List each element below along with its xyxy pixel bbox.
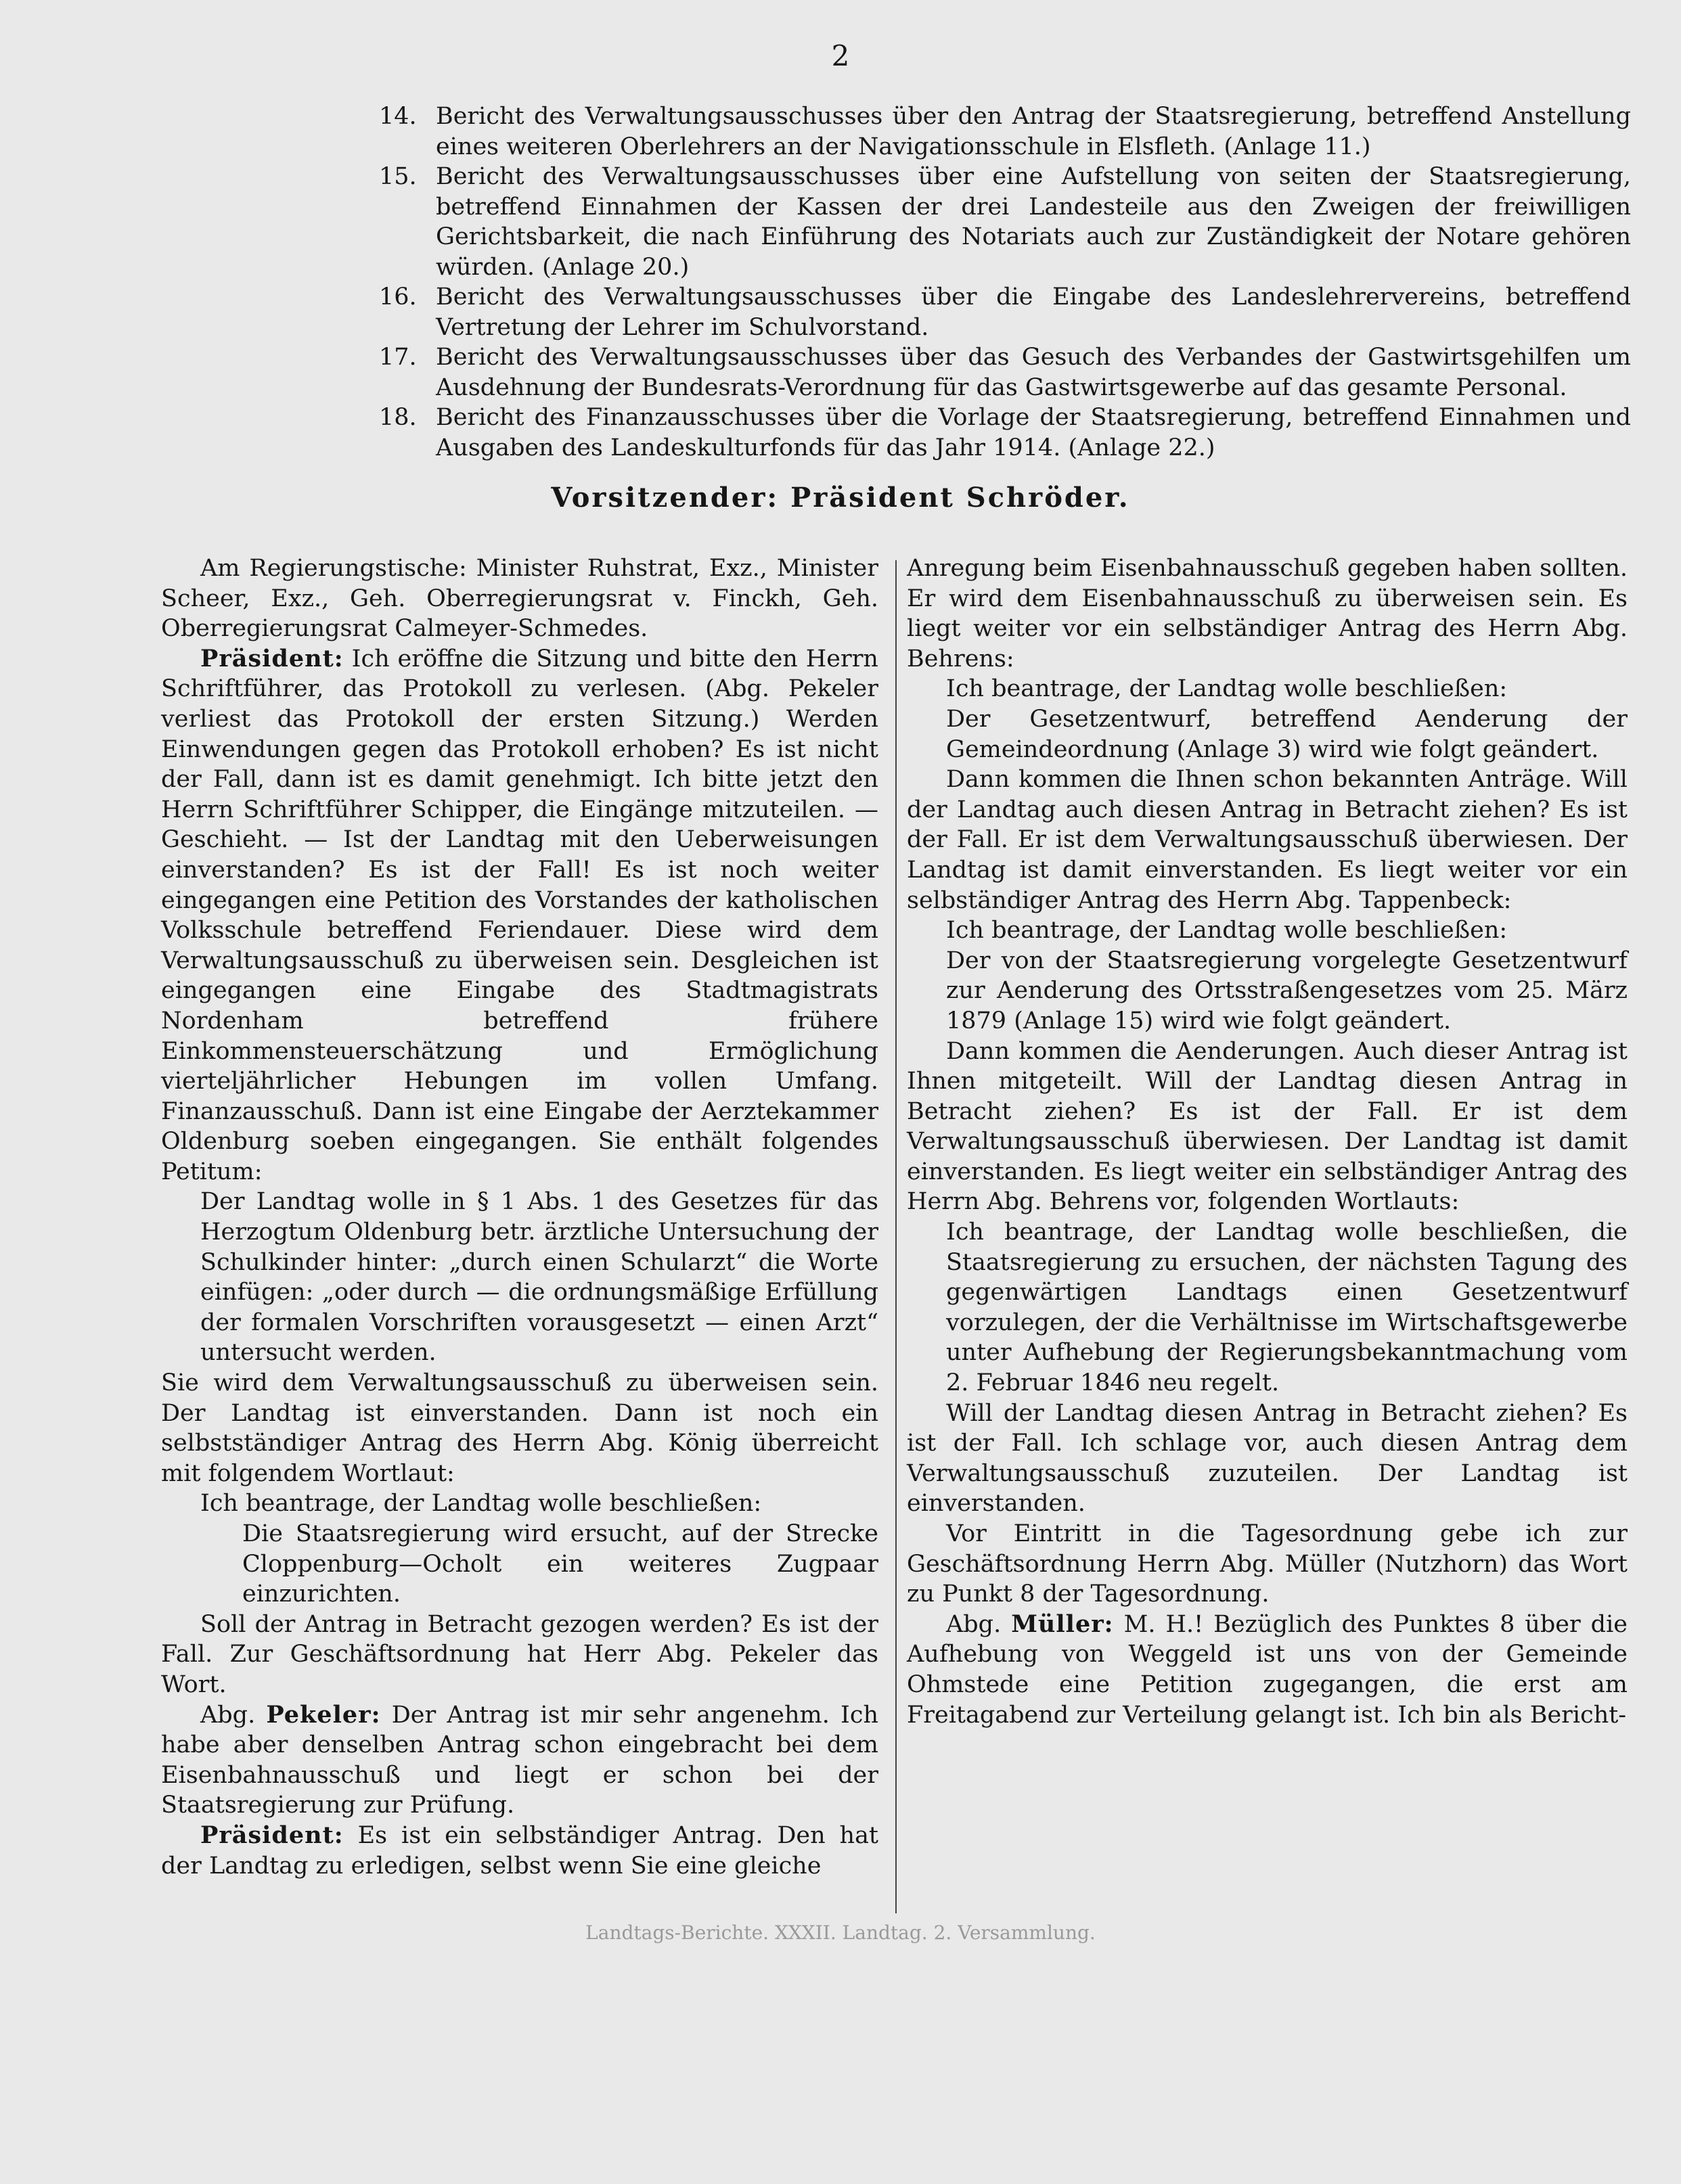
speech-paragraph xyxy=(161,1700,878,1821)
agenda-item-text: Bericht des Verwaltungsausschusses über das Gesuch des Verbandes der Gastwirtsgehilfen um Ausdehnung der Bundesrats-Verordnung für das Gastwirtsgewerbe auf das gesamte Personal. xyxy=(436,344,1631,401)
motion-text: Ich beantrage, der Landtag wolle beschließen, die Staatsregierung zu ersuchen, der nächsten Tagung des gegenwärtigen Landtags einen Gesetzentwurf vorzulegen, der die Verhältnisse im Wirtschaftsgewerbe unter Aufhebung der Regierungsbekanntmachung vom 2. Februar 1846 neu regelt. xyxy=(946,1219,1628,1397)
speech-paragraph: Soll der Antrag in Betracht gezogen werden? Es ist der Fall. Zur Geschäftsordnung hat Herr Abg. Pekeler das Wort. xyxy=(161,1610,878,1698)
speaker-name: Müller: xyxy=(1011,1610,1114,1638)
column-divider xyxy=(895,560,897,1913)
motion-text: Der Gesetzentwurf, betreffend Aenderung der Gemeindeordnung (Anlage 3) wird wie folgt geändert. xyxy=(946,705,1628,763)
agenda-item xyxy=(379,403,1631,463)
agenda-item xyxy=(379,162,1631,282)
speech-paragraph xyxy=(907,1610,1628,1730)
motion-text: Die Staatsregierung wird ersucht, auf der Strecke Cloppenburg—Ocholt ein weiteres Zugpaar einzurichten. xyxy=(242,1520,878,1608)
speech-paragraph: Vor Eintritt in die Tagesordnung gebe ich zur Geschäftsordnung Herrn Abg. Müller (Nutzhorn) das Wort zu Punkt 8 der Tagesordnung. xyxy=(907,1520,1628,1608)
agenda-item-text: Bericht des Verwaltungsausschusses über die Eingabe des Landeslehrervereins, betreffend Vertretung der Lehrer im Schulvorstand. xyxy=(436,283,1631,341)
agenda-item-number: 16. xyxy=(379,283,417,311)
speech-paragraph: Dann kommen die Ihnen schon bekannten Anträge. Will der Landtag auch diesen Antrag in Betracht ziehen? Es ist der Fall. Er ist dem Verwaltungsausschuß überwiesen. Der Landtag ist damit einverstanden. Es liegt weiter vor ein selbständiger Antrag des Herrn Abg. Tappenbeck: xyxy=(907,766,1628,914)
agenda-item-number: 15. xyxy=(379,163,417,190)
agenda-item-number: 14. xyxy=(379,103,417,130)
agenda-item xyxy=(379,101,1631,162)
speech-paragraph: Anregung beim Eisenbahnausschuß gegeben haben sollten. Er wird dem Eisenbahnausschuß zu überweisen sein. Es liegt weiter vor ein selbständiger Antrag des Herrn Abg. Behrens: xyxy=(907,555,1628,673)
speech-paragraph: Dann kommen die Aenderungen. Auch dieser Antrag ist Ihnen mitgeteilt. Will der Landtag diesen Antrag in Betracht ziehen? Es ist der Fall. Er ist dem Verwaltungsausschuß überwiesen. Der Landtag ist damit einverstanden. Es liegt weiter ein selbständiger Antrag des Herrn Abg. Behrens vor, folgenden Wortlauts: xyxy=(907,1037,1628,1216)
speaker-name: Präsident: xyxy=(200,644,344,673)
speech-paragraph: Will der Landtag diesen Antrag in Betracht ziehen? Es ist der Fall. Ich schlage vor, auch diesen Antrag dem Verwaltungsausschuß zuzuteilen. Der Landtag ist einverstanden. xyxy=(907,1399,1628,1518)
motion-intro: Ich beantrage, der Landtag wolle beschließen: xyxy=(200,1490,762,1518)
speech-paragraph xyxy=(161,644,878,1187)
motion-text: Der von der Staatsregierung vorgelegte Gesetzentwurf zur Aenderung des Ortsstraßengesetzes vom 25. März 1879 (Anlage 15) wird wie folgt geändert. xyxy=(946,947,1628,1034)
speech-text: Es ist ein selbständiger Antrag. Den hat der Landtag zu erledigen, selbst wenn Sie eine gleiche xyxy=(161,1821,878,1880)
left-column xyxy=(161,553,878,1881)
agenda-item-text: Bericht des Verwaltungsausschusses über den Antrag der Staatsregierung, betreffend Anstellung eines weiteren Oberlehrers an der Navigationsschule in Elsfleth. (Anlage 11.) xyxy=(436,103,1631,160)
right-column xyxy=(907,553,1628,1730)
agenda-item xyxy=(379,282,1631,342)
motion-intro: Ich beantrage, der Landtag wolle beschließen: xyxy=(946,917,1508,945)
speaker-name: Präsident: xyxy=(200,1821,344,1849)
attendance-paragraph: Am Regierungstische: Minister Ruhstrat, Exz., Minister Scheer, Exz., Geh. Oberregierungsrat v. Finckh, Geh. Oberregierungsrat Calmeyer-Schmedes. xyxy=(161,555,878,643)
petition-quote: Der Landtag wolle in § 1 Abs. 1 des Gesetzes für das Herzogtum Oldenburg betr. ärztliche Untersuchung der Schulkinder hinter: „durch einen Schularzt“ die Worte einfügen: „oder durch — die ordnungsmäßige Erfüllung der formalen Vorschriften vorausgesetzt — einen Arzt“ untersucht werden. xyxy=(200,1188,878,1367)
speech-text: M. H.! Bezüglich des Punktes 8 über die Aufhebung von Weggeld ist uns von der Gemeinde Ohmstede eine Petition zugegangen, die erst am Freitagabend zur Verteilung gelangt ist. Ich bin als Bericht- xyxy=(907,1610,1628,1729)
speech-text: Ich eröffne die Sitzung und bitte den Herrn Schriftführer, das Protokoll zu verlesen. (Abg. Pekeler verliest das Protokoll der ersten Sitzung.) Werden Einwendungen gegen das Protokoll erhoben? Es ist nicht der Fall, dann ist es damit genehmigt. Ich bitte jetzt den Herrn Schriftführer Schipper, die Eingänge mitzuteilen. — Geschieht. — Ist der Landtag mit den Ueberweisungen einverstanden? Es ist der Fall! Es ist noch weiter eingegangen eine Petition des Vorstandes der katholischen Volksschule betreffend Feriendauer. Diese wird dem Verwaltungsausschuß zu überweisen sein. Desgleichen ist eingegangen eine Eingabe des Stadtmagistrats Nordenham betreffend frühere Einkommensteuerschätzung und Ermöglichung vierteljährlicher Hebungen im vollen Umfang. Finanzausschuß. Dann ist eine Eingabe der Aerztekammer Oldenburg soeben eingegangen. Sie enthält folgendes Petitum: xyxy=(161,645,878,1185)
agenda-item-text: Bericht des Verwaltungsausschusses über eine Aufstellung von seiten der Staatsregierung, betreffend Einnahmen der Kassen der drei Landesteile aus den Zweigen der freiwilligen Gerichtsbarkeit, die nach Einführung des Notariats auch zur Zuständigkeit der Notare gehören würden. (Anlage 20.) xyxy=(436,163,1631,281)
speech-paragraph xyxy=(161,1821,878,1881)
speaker-prefix: Abg. xyxy=(946,1610,1002,1638)
speaker-name: Pekeler: xyxy=(266,1700,381,1729)
agenda-list xyxy=(379,101,1631,463)
chair-heading: Vorsitzender: Präsident Schröder. xyxy=(551,482,1130,514)
speech-paragraph: Sie wird dem Verwaltungsausschuß zu überweisen sein. Der Landtag ist einverstanden. Dann ist noch ein selbstständiger Antrag des Herrn Abg. König überreicht mit folgendem Wortlaut: xyxy=(161,1369,878,1487)
motion-intro: Ich beantrage, der Landtag wolle beschließen: xyxy=(946,675,1508,703)
agenda-item-number: 17. xyxy=(379,344,417,371)
bleed-through-footer: Landtags-Berichte. XXXII. Landtag. 2. Versammlung. xyxy=(585,1921,1096,1944)
page-number: 2 xyxy=(831,39,850,72)
agenda-item-number: 18. xyxy=(379,404,417,431)
agenda-item-text: Bericht des Finanzausschusses über die Vorlage der Staatsregierung, betreffend Einnahmen und Ausgaben des Landeskulturfonds für das Jahr 1914. (Anlage 22.) xyxy=(436,404,1631,461)
agenda-item xyxy=(379,342,1631,403)
speaker-prefix: Abg. xyxy=(200,1701,256,1729)
speech-text: Der Antrag ist mir sehr angenehm. Ich habe aber denselben Antrag schon eingebracht bei dem Eisenbahnausschuß und liegt er schon bei der Staatsregierung zur Prüfung. xyxy=(161,1701,878,1819)
